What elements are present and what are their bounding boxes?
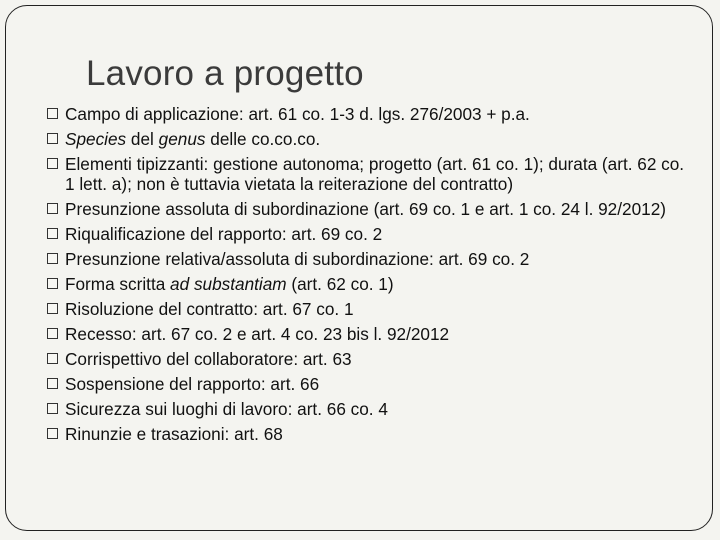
- bullet-item: [47, 324, 697, 344]
- square-bullet-icon: [47, 328, 58, 339]
- bullet-text: Campo di applicazione: art. 61 co. 1-3 d. lgs. 276/2003 + p.a.: [65, 104, 530, 124]
- bullet-list: [47, 104, 697, 449]
- bullet-item: [47, 374, 697, 394]
- bullet-text: Presunzione assoluta di subordinazione (art. 69 co. 1 e art. 1 co. 24 l. 92/2012): [65, 199, 666, 219]
- square-bullet-icon: [47, 158, 58, 169]
- bullet-item: [47, 199, 697, 219]
- bullet-item: [47, 424, 697, 444]
- square-bullet-icon: [47, 253, 58, 264]
- bullet-item: [47, 399, 697, 419]
- square-bullet-icon: [47, 133, 58, 144]
- bullet-text: ad substantiam: [170, 274, 287, 294]
- bullet-text: Sospensione del rapporto: art. 66: [65, 374, 320, 394]
- square-bullet-icon: [47, 428, 58, 439]
- bullet-item: [47, 224, 697, 244]
- bullet-text: Rinunzie e trasazioni: art. 68: [65, 424, 283, 444]
- bullet-item: [47, 299, 697, 319]
- bullet-text: Species: [65, 129, 127, 149]
- bullet-text: Forma scritta: [65, 274, 171, 294]
- square-bullet-icon: [47, 228, 58, 239]
- bullet-text: genus: [158, 129, 206, 149]
- bullet-text: Corrispettivo del collaboratore: art. 63: [65, 349, 352, 369]
- square-bullet-icon: [47, 378, 58, 389]
- bullet-text: delle co.co.co.: [205, 129, 321, 149]
- square-bullet-icon: [47, 108, 58, 119]
- square-bullet-icon: [47, 278, 58, 289]
- square-bullet-icon: [47, 353, 58, 364]
- bullet-text: (art. 62 co. 1): [286, 274, 394, 294]
- bullet-item: [47, 274, 697, 294]
- bullet-text: del: [126, 129, 159, 149]
- bullet-text: Risoluzione del contratto: art. 67 co. 1: [65, 299, 354, 319]
- bullet-item: [47, 349, 697, 369]
- bullet-text: Elementi tipizzanti: gestione autonoma; progetto (art. 61 co. 1); durata (art. 62 co. 1 lett. a); non è tuttavia vietata la reiterazione del contratto): [65, 154, 685, 194]
- square-bullet-icon: [47, 303, 58, 314]
- bullet-text: Sicurezza sui luoghi di lavoro: art. 66 co. 4: [65, 399, 388, 419]
- bullet-item: [47, 129, 697, 149]
- bullet-item: [47, 154, 697, 194]
- bullet-item: [47, 104, 697, 124]
- bullet-text: Presunzione relativa/assoluta di subordinazione: art. 69 co. 2: [65, 249, 530, 269]
- square-bullet-icon: [47, 203, 58, 214]
- bullet-text: Riqualificazione del rapporto: art. 69 co. 2: [65, 224, 383, 244]
- bullet-item: [47, 249, 697, 269]
- slide-title: Lavoro a progetto: [86, 54, 364, 93]
- square-bullet-icon: [47, 403, 58, 414]
- bullet-text: Recesso: art. 67 co. 2 e art. 4 co. 23 bis l. 92/2012: [65, 324, 450, 344]
